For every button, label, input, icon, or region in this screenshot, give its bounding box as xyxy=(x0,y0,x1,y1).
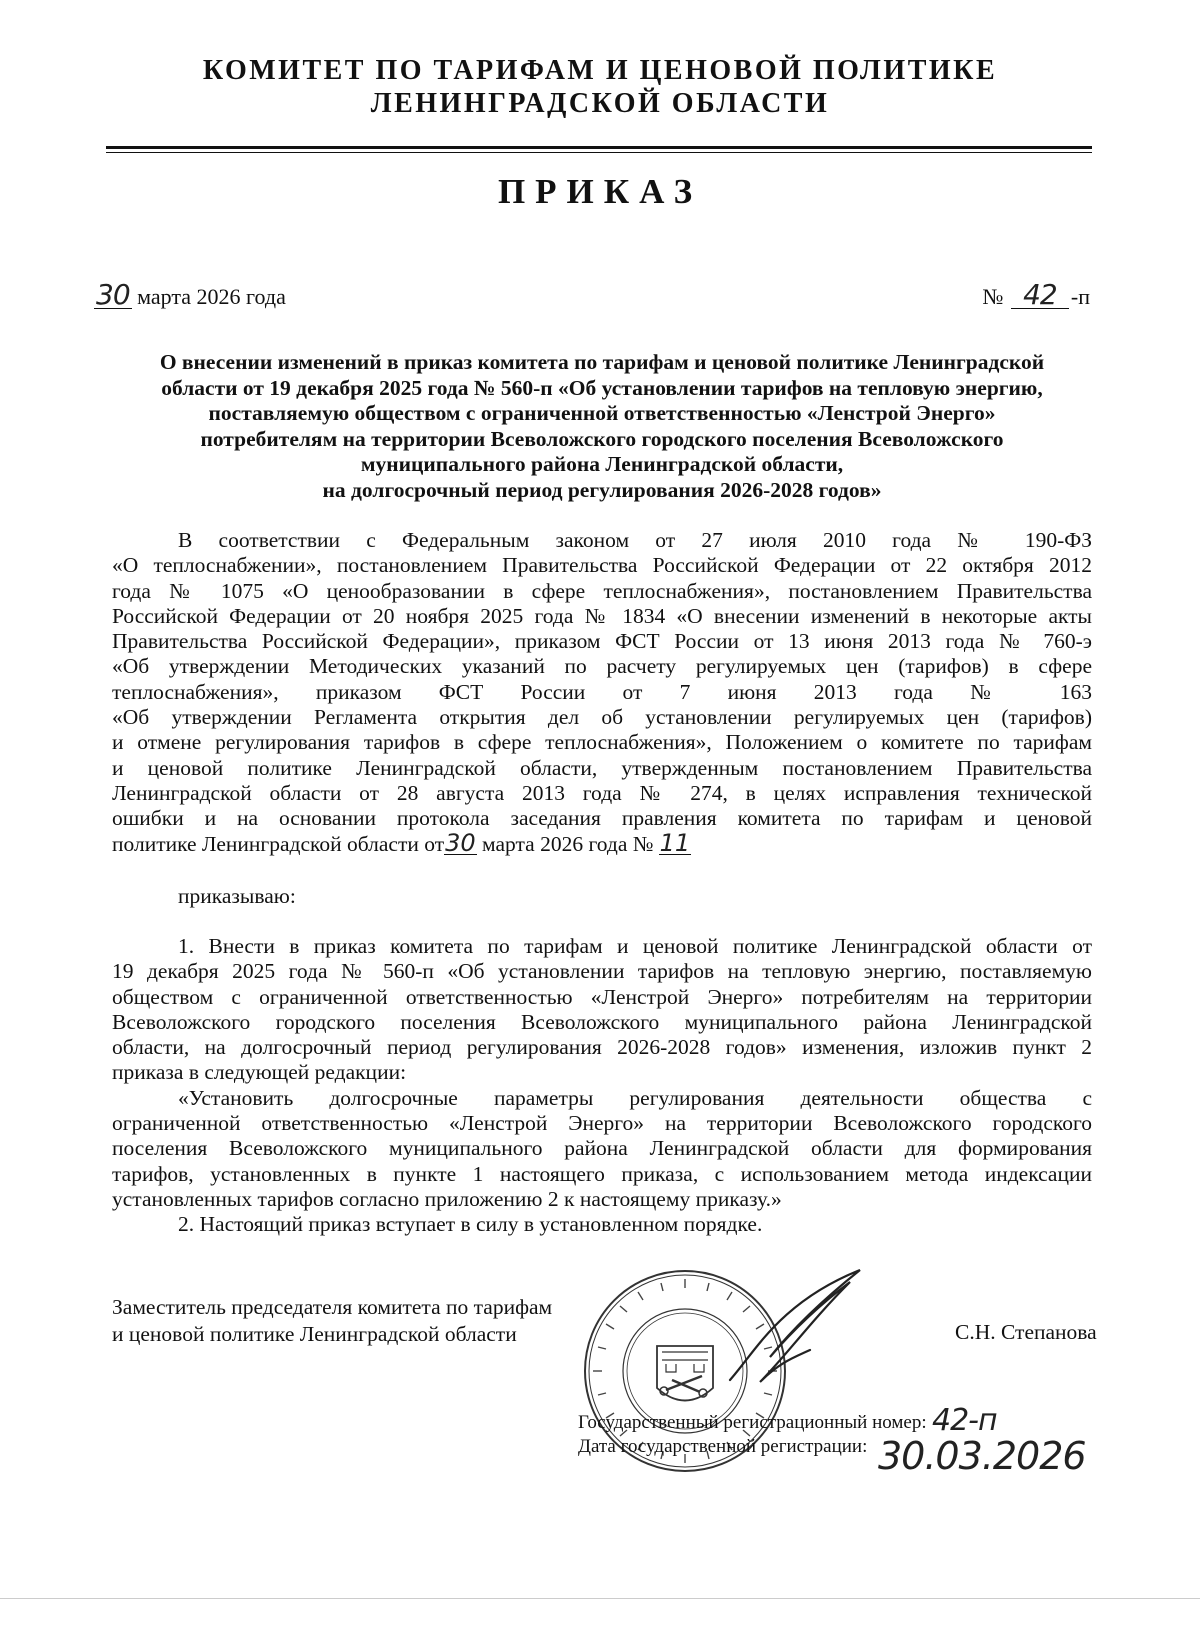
preamble-line: «Об утверждении Методических указаний по расчету регулируемых цен (тарифов) в сфере xyxy=(112,654,1092,679)
item1-line: Всеволожского городского поселения Всеволожского муниципального района Ленинградской xyxy=(112,1009,1092,1034)
handwritten-protocol-day: 30 xyxy=(445,828,476,857)
preamble-line: В соответствии с Федеральным законом от 27 июля 2010 года № 190-ФЗ xyxy=(178,528,1092,552)
item1-line: приказа в следующей редакции: xyxy=(112,1060,407,1085)
order-word: приказываю: xyxy=(178,884,296,908)
signatory-name: С.Н. Степанова xyxy=(955,1320,1097,1344)
quote-line: ограниченной ответственностью «Ленстрой Энерго» на территории Всеволожского городского xyxy=(112,1111,1092,1136)
subject-line: О внесении изменений в приказ комитета по тарифам и ценовой политике Ленинградской xyxy=(159,350,1045,374)
scan-edge-line xyxy=(0,1598,1200,1599)
preamble-line: Правительства Российской Федерации», приказом ФСТ России от 13 июня 2013 года № 760-э xyxy=(112,629,1092,654)
preamble-text: марта 2026 года № xyxy=(482,831,654,856)
signature-icon xyxy=(700,1262,870,1392)
item2: 2. Настоящий приказ вступает в силу в установленном порядке. xyxy=(178,1212,763,1237)
document-title: ПРИКАЗ xyxy=(497,172,703,211)
order-date-text: марта 2026 года xyxy=(137,284,286,309)
preamble-line: ошибки и на основании протокола заседания правления комитета по тарифам и ценовой xyxy=(112,806,1092,831)
committee-name-line1: КОМИТЕТ ПО ТАРИФАМ И ЦЕНОВОЙ ПОЛИТИКЕ xyxy=(202,55,998,86)
position-line: и ценовой политике Ленинградской области xyxy=(112,1322,517,1346)
preamble-line: «О теплоснабжении», постановлением Правительства Российской Федерации от 22 октября 2012 xyxy=(112,553,1092,578)
handwritten-registration-number: 42-п xyxy=(932,1403,997,1438)
subject-line: поставляемую обществом с ограниченной ответственностью «Ленстрой Энерго» xyxy=(208,401,996,425)
quote-line: установленных тарифов согласно приложению 2 к настоящему приказу.» xyxy=(112,1186,782,1211)
handwritten-day: 30 xyxy=(96,278,130,311)
order-subject xyxy=(110,350,1094,503)
signatory-position xyxy=(112,1294,552,1348)
preamble-paragraph xyxy=(112,528,1092,857)
quote-line: тарифов, установленных в пункте 1 настоящего приказа, с использованием метода индексации xyxy=(112,1161,1092,1186)
quote-line: поселения Всеволожского муниципального района Ленинградской области для формирования xyxy=(112,1136,1092,1161)
preamble-line: и ценовой политике Ленинградской области, утвержденным постановлением Правительства xyxy=(112,755,1092,780)
order-number xyxy=(982,278,1090,311)
number-suffix: -п xyxy=(1070,284,1090,309)
position-line: Заместитель председателя комитета по тарифам xyxy=(112,1295,553,1319)
subject-line: потребителям на территории Всеволожского городского поселения Всеволожского xyxy=(200,426,1004,451)
preamble-last-line xyxy=(112,828,1092,857)
header-divider-thin xyxy=(106,152,1092,153)
item1-line: обществом с ограниченной ответственностью «Ленстрой Энерго» потребителям на территории xyxy=(112,984,1092,1009)
preamble-line: «Об утверждении Регламента открытия дел об установлении регулируемых цен (тарифов) xyxy=(112,705,1092,730)
preamble-text: политике Ленинградской области от xyxy=(112,831,445,856)
handwritten-number: 42 xyxy=(1011,282,1069,309)
handwritten-protocol-number: 11 xyxy=(659,828,691,857)
preamble-line: Ленинградской области от 28 августа 2013 года № 274, в целях исправления технической xyxy=(112,780,1092,805)
registration-number-label: Государственный регистрационный номер: xyxy=(578,1412,927,1433)
handwritten-registration-date: 30.03.2026 xyxy=(878,1434,1086,1478)
subject-line: муниципального района Ленинградской области, xyxy=(360,452,844,476)
item1-line: области, на долгосрочный период регулирования 2026-2028 годов» изменения, изложив пункт 2 xyxy=(112,1035,1092,1060)
item1-line: 1. Внести в приказ комитета по тарифам и ценовой политике Ленинградской области от xyxy=(178,934,1092,958)
preamble-line: теплоснабжения», приказом ФСТ России от 7 июня 2013 года № 163 xyxy=(112,679,1092,704)
item1-line: 19 декабря 2025 года № 560-п «Об установлении тарифов на тепловую энергию, поставляемую xyxy=(112,959,1092,984)
order-items xyxy=(112,934,1092,1238)
preamble-line: Российской Федерации от 20 ноября 2025 года № 1834 «О внесении изменений в некоторые акты xyxy=(112,603,1092,628)
preamble-line: года № 1075 «О ценообразовании в сфере теплоснабжения», постановлением Правительства xyxy=(112,578,1092,603)
quote-line: «Установить долгосрочные параметры регулирования деятельности общества с xyxy=(178,1085,1092,1110)
subject-line: области от 19 декабря 2025 года № 560-п «Об установлении тарифов на тепловую энергию, xyxy=(161,375,1043,400)
preamble-line: и отмене регулирования тарифов в сфере теплоснабжения», Положением о комитете по тарифам xyxy=(112,730,1092,755)
registration-date-label: Дата государственной регистрации: xyxy=(578,1436,868,1457)
number-sign: № xyxy=(982,284,1004,309)
header-divider-thick xyxy=(106,146,1092,149)
order-date xyxy=(94,278,286,311)
committee-name-line2: ЛЕНИНГРАДСКОЙ ОБЛАСТИ xyxy=(370,88,830,119)
subject-line: на долгосрочный период регулирования 2026-2028 годов» xyxy=(322,477,882,502)
